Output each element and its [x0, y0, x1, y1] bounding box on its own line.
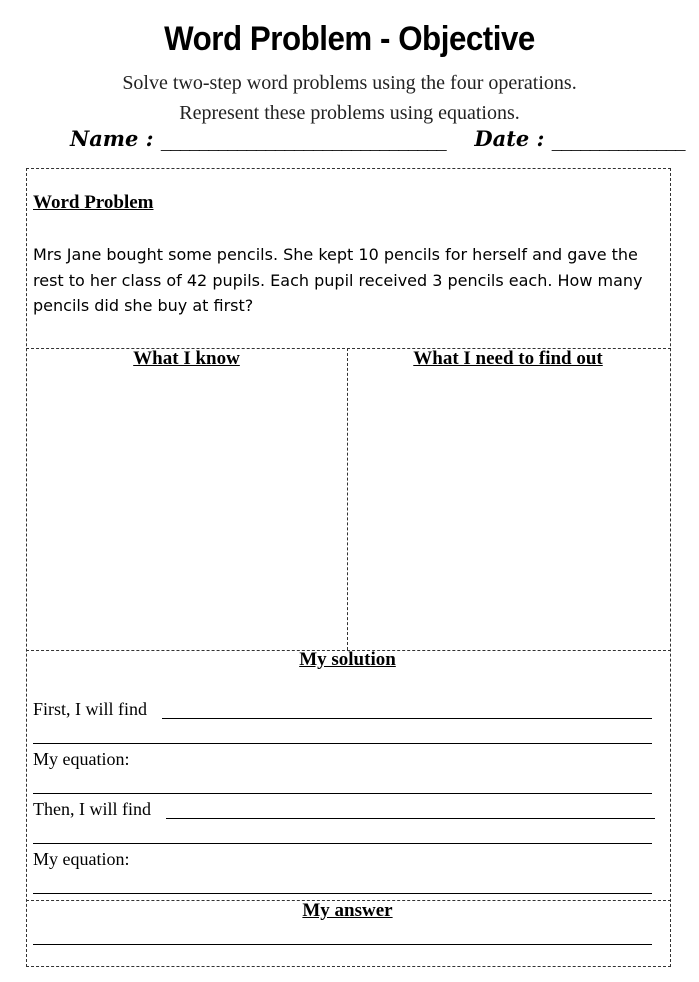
objective-line-2: Represent these problems using equations.: [179, 102, 520, 124]
my-solution-heading: My solution: [299, 649, 396, 670]
then-find-line[interactable]: [166, 818, 655, 819]
what-i-need-heading: What I need to find out: [413, 348, 603, 369]
equation-label-2: My equation:: [33, 849, 130, 869]
my-answer-heading: My answer: [302, 900, 393, 921]
what-i-know-heading: What I know: [133, 348, 240, 369]
date-label: Date :: [474, 126, 545, 151]
column-divider: [347, 348, 348, 650]
objective-line-1: Solve two-step word problems using the four operations.: [122, 72, 577, 94]
then-find-label: Then, I will find: [33, 799, 151, 819]
answer-line[interactable]: [33, 843, 652, 844]
my-answer-line[interactable]: [33, 944, 652, 945]
word-problem-heading: Word Problem: [33, 192, 154, 213]
date-field[interactable]: ______________: [551, 127, 685, 151]
word-problem-text: Mrs Jane bought some pencils. She kept 10 pencils for herself and gave the rest to her class of 42 pupils. Each pupil received 3 pencils each. How many pencils did she buy at first?: [33, 245, 643, 315]
name-label: Name :: [70, 126, 154, 151]
first-find-label: First, I will find: [33, 699, 148, 719]
equation-label-1: My equation:: [33, 749, 130, 769]
answer-line[interactable]: [33, 743, 652, 744]
equation-line-1[interactable]: [33, 793, 652, 794]
name-field[interactable]: ______________________________: [160, 127, 446, 151]
name-date-row: [70, 126, 685, 151]
equation-line-2[interactable]: [33, 893, 652, 894]
first-find-line[interactable]: [162, 718, 652, 719]
page-title: Word Problem - Objective: [164, 20, 535, 58]
